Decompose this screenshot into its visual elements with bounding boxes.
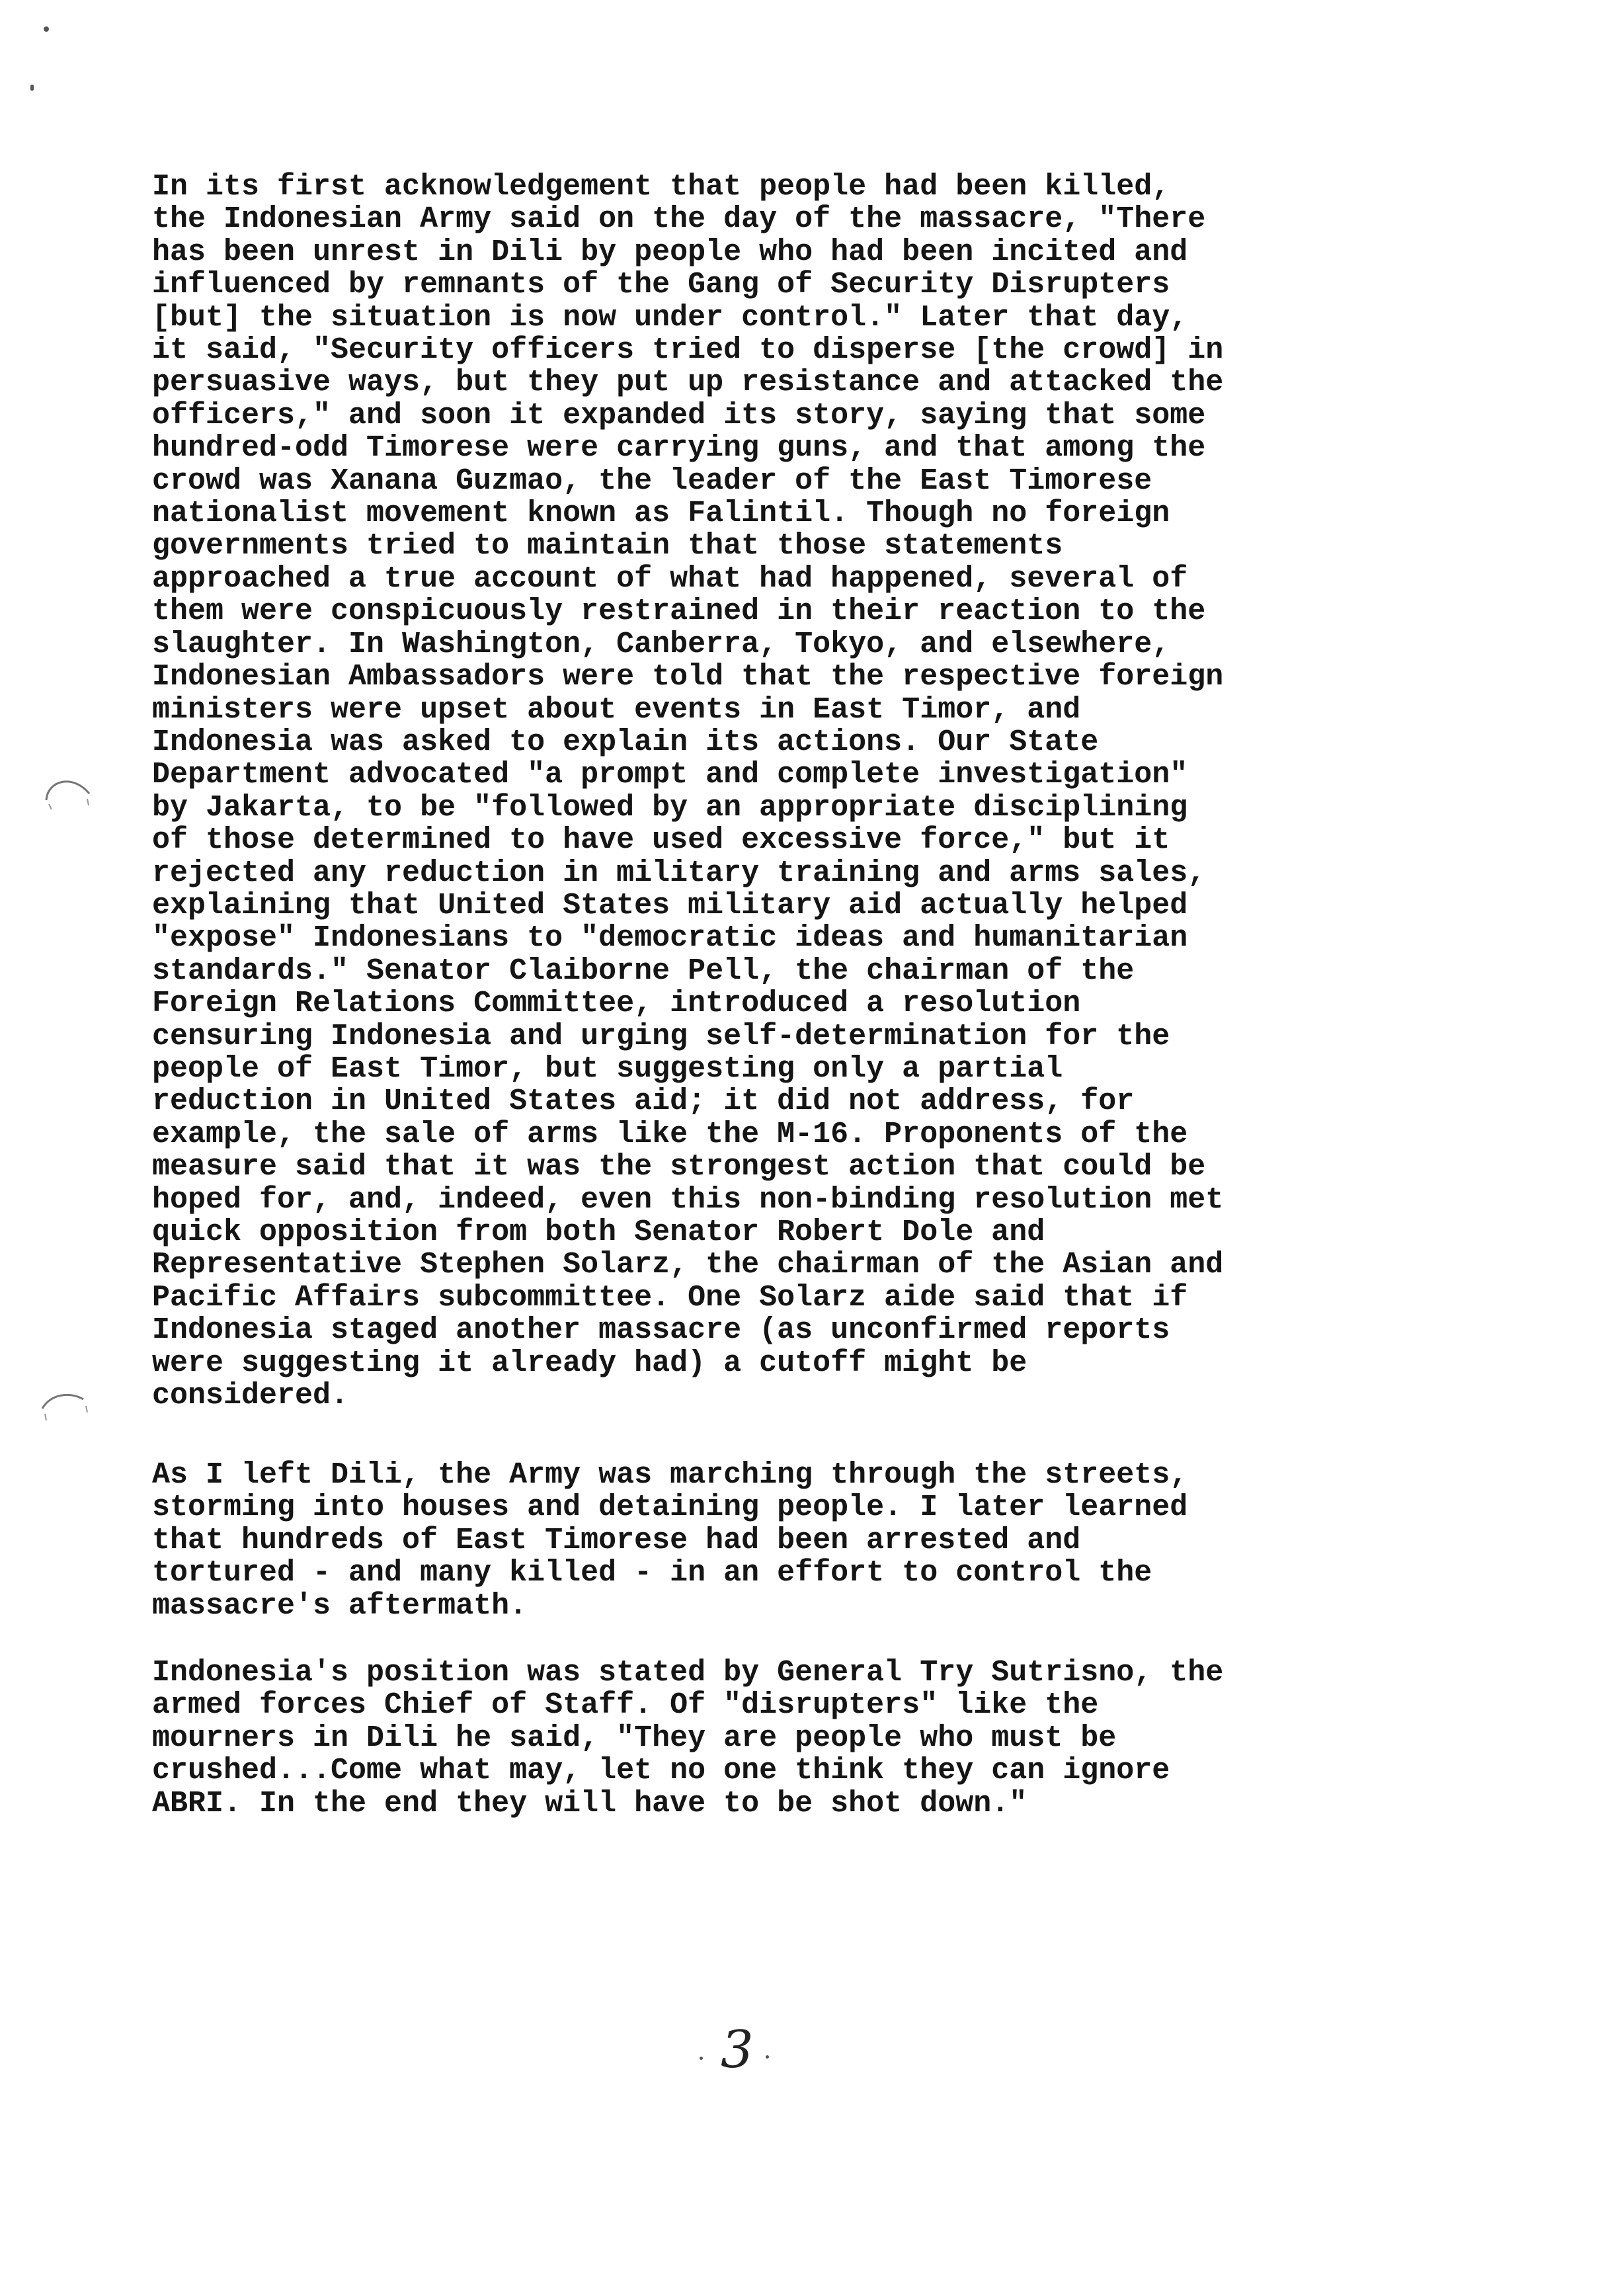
paragraph-1: In its first acknowledgement that people had been killed, the Indonesian Army said on the day of the massacre, "There has been unrest in Dili by people who had been incited and influenced by remnants of the Gang of Security Disrupters [but] the situation is now under control." Later that day, it said, "Security officers tried to disperse [the crowd] in persuasive ways, but they put up resistance and attacked the officers," and soon it expanded its story, saying that some hundred-odd Timorese were carrying guns, and that among the crowd was Xanana Guzmao, the leader of the East Timorese nationalist movement known as Falintil. Though no foreign governments tried to maintain that those statements approached a true account of what had happened, several of them were conspicuously restrained in their reaction to the slaughter. In Washington, Canberra, Tokyo, and elsewhere, Indonesian Ambassadors were told that the respective foreign ministers were upset about events in East Timor, and Indonesia was asked to explain its actions. Our State Department advocated "a prompt and complete investigation" by Jakarta, to be "followed by an appropriate disciplining of those determined to have used excessive force," but it rejected any reduction in military training and arms sales, explaining that United States military aid actually helped "expose" Indonesians to "democratic ideas and humanitarian standards." Senator Claiborne Pell, the chairman of the Foreign Relations Committee, introduced a resolution censuring Indonesia and urging self-determination for the people of East Timor, but suggesting only a partial reduction in United States aid; it did not address, for example, the sale of arms like the M-16. Proponents of the measure said that it was the strongest action that could be hoped for, and, indeed, even this non-binding resolution met quick opposition from both Senator Robert Dole and Representative Stephen Solarz, the chairman of the Asian and Pacific Affairs subcommittee. One Solarz aide said that if Indonesia staged another massacre (as unconfirmed reports were suggesting it already had) a cutoff might be considered. (152, 170, 1224, 1413)
page-number-dot-right (766, 2055, 769, 2059)
page-number (694, 2020, 787, 2083)
hole-punch-mark-upper (40, 767, 99, 827)
paragraph-2: As I left Dili, the Army was marching through the streets, storming into houses and detaining people. I later learned that hundreds of East Timorese had been arrested and tortured - and many killed - in an effort to control the massacre's aftermath. (152, 1458, 1188, 1623)
page-number-dot-left (700, 2057, 703, 2060)
scan-speck (44, 26, 49, 32)
page-number-text: 3 (721, 2020, 754, 2080)
paragraph-3: Indonesia's position was stated by General Try Sutrisno, the armed forces Chief of Staff. Of "disrupters" like the mourners in Dili he said, "They are people who must be crushed...Come what may, let no one think they can ignore ABRI. In the end they will have to be shot down." (152, 1656, 1224, 1821)
hole-punch-mark-lower (37, 1382, 97, 1428)
scan-speck (30, 85, 34, 91)
